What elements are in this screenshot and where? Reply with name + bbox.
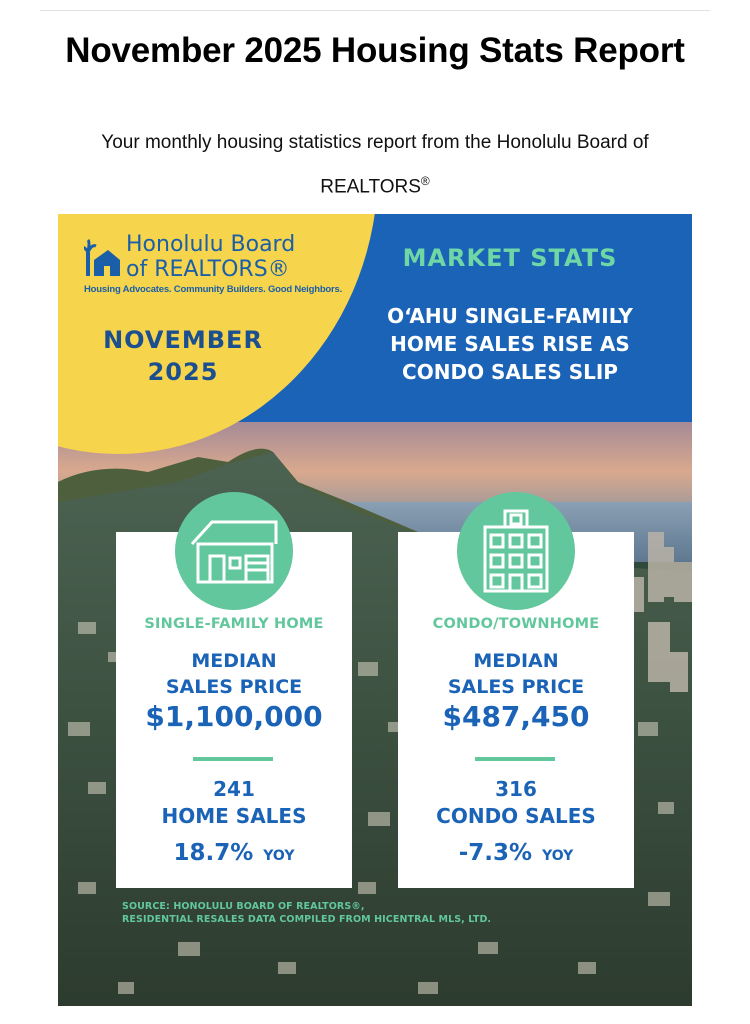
logo-line-2: of REALTORS® (126, 257, 290, 282)
condo-card (398, 532, 634, 888)
page-subtitle (60, 124, 690, 206)
top-divider (40, 10, 710, 11)
sales-count-value: 241 (213, 777, 255, 801)
median-label (116, 648, 352, 700)
year-label: 2025 (147, 358, 219, 386)
yoy-change (116, 840, 352, 866)
sales-count-label: CONDO SALES (436, 804, 596, 828)
source-line-2: RESIDENTIAL RESALES DATA COMPILED FROM HICENTRAL MLS, LTD. (122, 914, 492, 925)
yoy-value: 18.7% (173, 840, 254, 866)
median-price-value: $1,100,000 (145, 700, 323, 733)
building-icon (481, 509, 551, 593)
month-label: NOVEMBER (103, 326, 263, 354)
house-icon-circle (175, 492, 293, 610)
source-line-1: SOURCE: HONOLULU BOARD OF REALTORS®, (122, 901, 365, 912)
single-family-card (116, 532, 352, 888)
house-icon (188, 516, 280, 586)
card-type-label: SINGLE-FAMILY HOME (144, 616, 324, 632)
yoy-label: YOY (542, 848, 574, 864)
sales-count (116, 776, 352, 830)
headline-line-2: HOME SALES RISE AS (390, 332, 630, 356)
sales-count-value: 316 (495, 777, 537, 801)
logo-line-1: Honolulu Board (126, 232, 296, 257)
market-stats-heading: MARKET STATS (402, 244, 618, 272)
building-icon-circle (457, 492, 575, 610)
report-month (80, 324, 286, 388)
subtitle-realtors: REALTORS (320, 176, 421, 198)
subtitle-text: Your monthly housing statistics report from the Honolulu Board of (101, 132, 649, 153)
market-stats-infographic[interactable] (58, 214, 692, 1006)
page-title: November 2025 Housing Stats Report (65, 31, 685, 70)
median-line-2: SALES PRICE (447, 676, 585, 698)
median-label (398, 648, 634, 700)
hbr-logo (84, 232, 343, 295)
card-divider (193, 757, 273, 761)
card-type-label: CONDO/TOWNHOME (432, 616, 600, 632)
headline-line-3: CONDO SALES SLIP (402, 360, 618, 384)
sales-count-label: HOME SALES (161, 804, 307, 828)
median-line-2: SALES PRICE (165, 676, 303, 698)
yoy-change (398, 840, 634, 866)
source-credit (122, 900, 542, 926)
headline-line-1: OʻAHU SINGLE-FAMILY (387, 304, 633, 328)
sales-count (398, 776, 634, 830)
logo-tagline: Housing Advocates. Community Builders. Good Neighbors. (84, 284, 343, 295)
median-line-1: MEDIAN (473, 650, 559, 672)
house-palm-logo-icon (84, 238, 122, 278)
card-divider (475, 757, 555, 761)
median-line-1: MEDIAN (191, 650, 277, 672)
headline (328, 302, 692, 386)
median-price-value: $487,450 (442, 700, 590, 733)
registered-mark: ® (420, 174, 430, 188)
yoy-label: YOY (263, 848, 295, 864)
yoy-value: -7.3% (458, 840, 533, 866)
